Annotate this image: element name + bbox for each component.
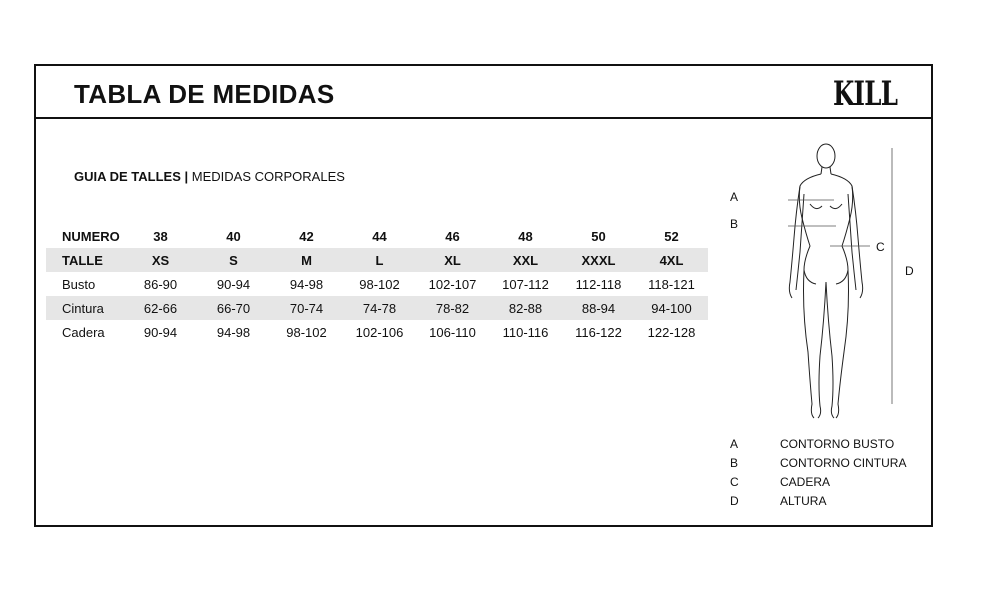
row-label: Busto xyxy=(62,276,96,292)
measure-cell: 78-82 xyxy=(416,296,489,320)
numero-cell: 38 xyxy=(153,228,168,244)
table-row-talle xyxy=(46,248,708,272)
measure-cell: 90-94 xyxy=(143,324,178,340)
row-label: Cadera xyxy=(62,324,105,340)
legend-value: CONTORNO BUSTO xyxy=(780,437,895,451)
legend-value: CONTORNO CINTURA xyxy=(780,456,907,470)
talle-cell: 4XL xyxy=(635,248,708,272)
measure-cell: 62-66 xyxy=(124,296,197,320)
size-chart-frame xyxy=(34,64,933,527)
marker-d-label: D xyxy=(905,264,914,278)
row-label: Cintura xyxy=(46,296,124,320)
row-label: TALLE xyxy=(46,248,124,272)
measure-cell: 118-121 xyxy=(648,276,695,292)
guide-subtitle-strong: GUIA DE TALLES | xyxy=(74,169,189,184)
talle-cell: S xyxy=(197,248,270,272)
silhouette-outline xyxy=(789,144,862,418)
table-row-cintura xyxy=(46,296,708,320)
measure-cell: 66-70 xyxy=(197,296,270,320)
row-label: NUMERO xyxy=(62,228,120,244)
measure-cell: 102-106 xyxy=(355,324,404,340)
numero-cell: 42 xyxy=(299,228,314,244)
measure-cell: 90-94 xyxy=(216,276,251,292)
numero-cell: 46 xyxy=(445,228,460,244)
talle-cell: M xyxy=(270,248,343,272)
page-title: TABLA DE MEDIDAS xyxy=(74,79,335,109)
measure-cell: 82-88 xyxy=(489,296,562,320)
measure-cell: 122-128 xyxy=(647,324,696,340)
measure-cell: 74-78 xyxy=(343,296,416,320)
marker-c-label: C xyxy=(876,240,885,254)
measure-cell: 98-102 xyxy=(359,276,400,292)
measure-cell: 70-74 xyxy=(270,296,343,320)
numero-cell: 44 xyxy=(372,228,387,244)
table-row-cadera xyxy=(46,320,708,344)
legend-value: CADERA xyxy=(780,475,831,489)
legend-value: ALTURA xyxy=(780,494,827,508)
table-row-numero xyxy=(46,224,708,248)
measure-cell: 86-90 xyxy=(143,276,178,292)
legend-key: B xyxy=(730,456,739,470)
measure-cell: 110-116 xyxy=(502,324,549,340)
legend-key: A xyxy=(730,437,739,451)
body-figure xyxy=(776,142,916,432)
marker-b-label: B xyxy=(730,217,739,231)
numero-cell: 52 xyxy=(664,228,679,244)
measure-cell: 102-107 xyxy=(428,276,477,292)
guide-subtitle-normal: MEDIDAS CORPORALES xyxy=(191,169,345,184)
measure-cell: 107-112 xyxy=(502,276,549,292)
measure-cell: 94-98 xyxy=(216,324,251,340)
numero-cell: 50 xyxy=(591,228,606,244)
measure-cell: 116-122 xyxy=(575,324,622,340)
talle-cell: XS xyxy=(124,248,197,272)
talle-cell: XL xyxy=(416,248,489,272)
measure-cell: 98-102 xyxy=(286,324,327,340)
numero-cell: 40 xyxy=(226,228,241,244)
guide-subtitle xyxy=(74,169,345,184)
header-bar xyxy=(36,66,931,119)
legend-key: D xyxy=(730,494,739,508)
talle-cell: XXXL xyxy=(562,248,635,272)
measure-cell: 88-94 xyxy=(562,296,635,320)
talle-cell: L xyxy=(343,248,416,272)
talle-cell: XXL xyxy=(489,248,562,272)
measure-cell: 112-118 xyxy=(575,276,622,292)
size-table xyxy=(46,224,708,344)
legend-key: C xyxy=(730,475,739,489)
measure-cell: 106-110 xyxy=(429,324,476,340)
measure-cell: 94-100 xyxy=(635,296,708,320)
marker-a-label: A xyxy=(730,190,739,204)
measure-cell: 94-98 xyxy=(289,276,324,292)
numero-cell: 48 xyxy=(518,228,533,244)
table-row-busto xyxy=(46,272,708,296)
brand-logo: KILL xyxy=(832,74,897,114)
